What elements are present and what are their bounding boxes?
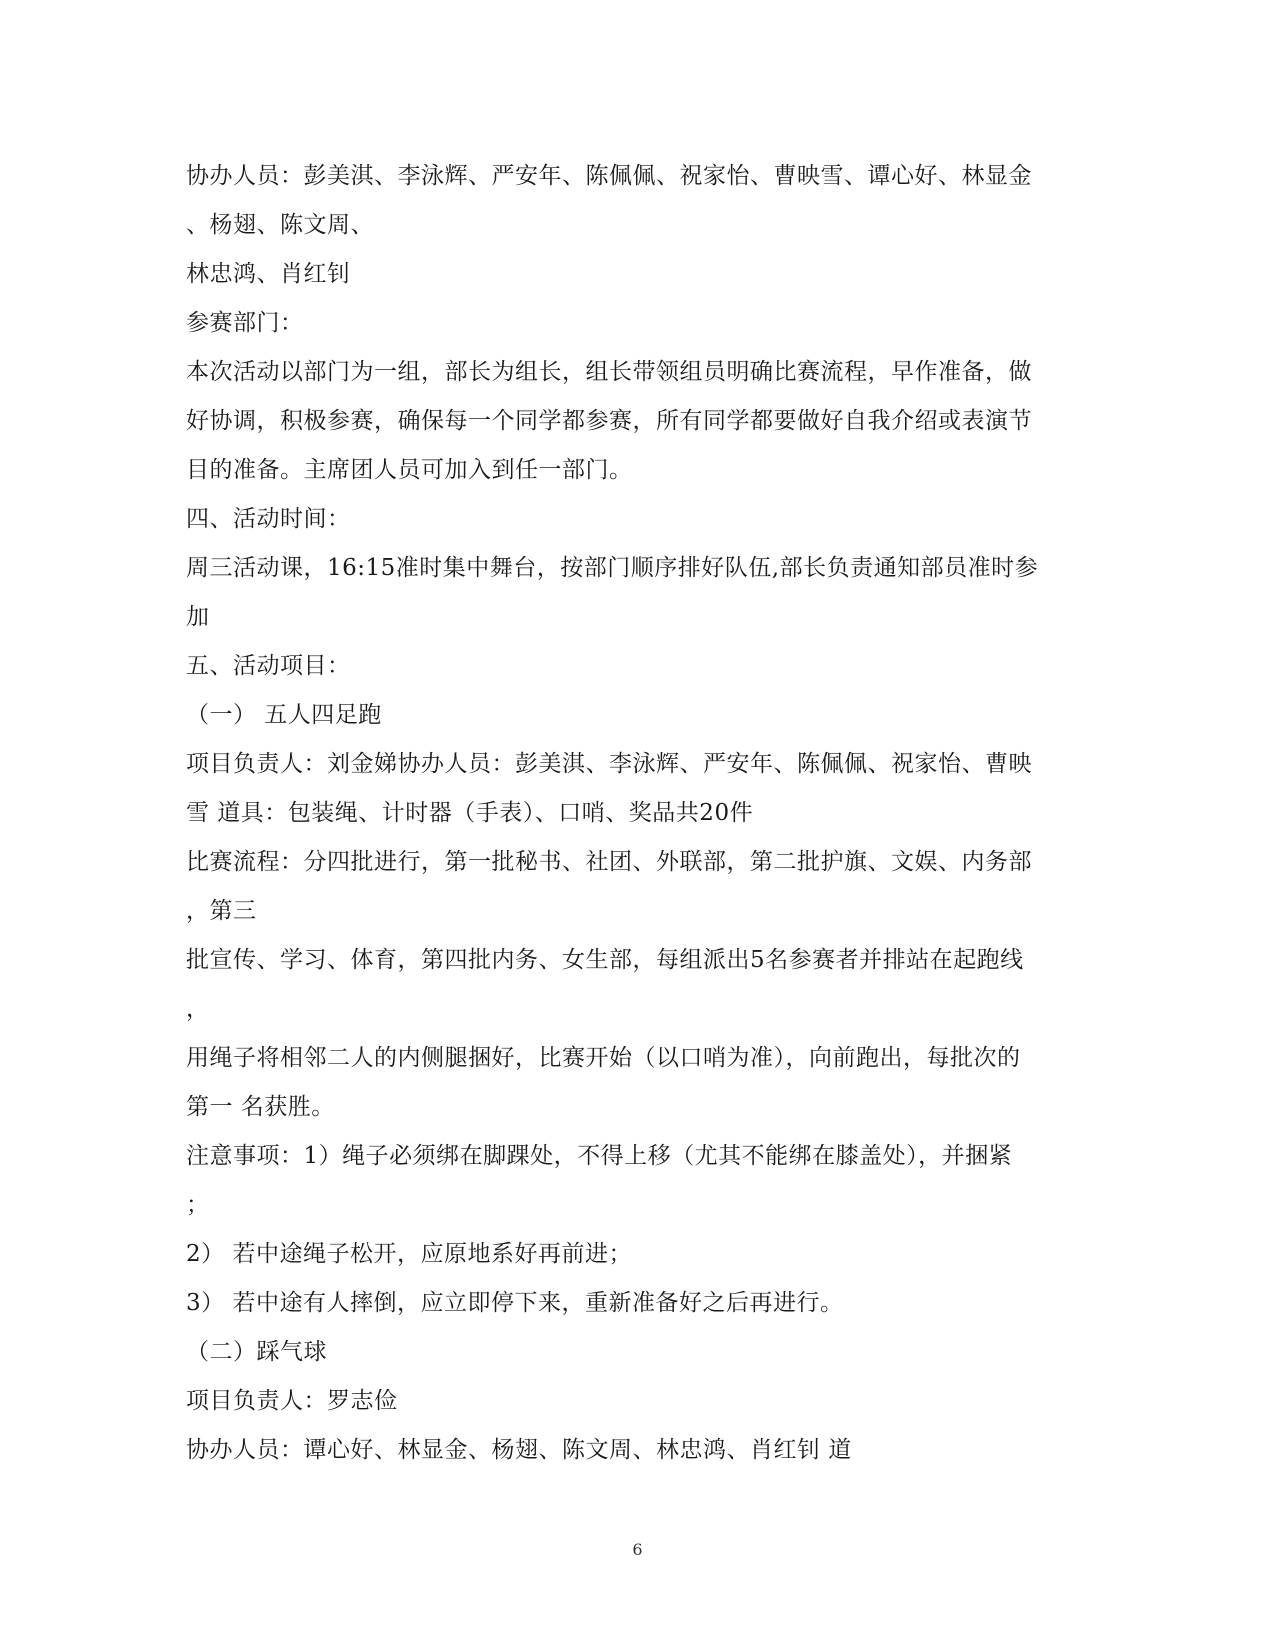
text-line: 加 <box>186 604 210 630</box>
text-line: 目的准备。主席团人员可加入到任一部门。 <box>186 457 633 483</box>
text-line: 协办人员：彭美淇、李泳辉、严安年、陈佩佩、祝家怡、曹映雪、谭心好、林显金 <box>186 163 1032 189</box>
text-line: 3） 若中途有人摔倒，应立即停下来，重新准备好之后再进行。 <box>186 1290 844 1316</box>
subsection-heading: （一） 五人四足跑 <box>186 702 382 728</box>
text-line: 批宣传、学习、体育，第四批内务、女生部，每组派出5名参赛者并排站在起跑线 <box>186 947 1024 973</box>
text-line: ， <box>186 996 210 1022</box>
text-line: 注意事项：1）绳子必须绑在脚踝处，不得上移（尤其不能绑在膝盖处），并捆紧 <box>186 1143 1013 1169</box>
text-line: 好协调，积极参赛，确保每一个同学都参赛，所有同学都要做好自我介绍或表演节 <box>186 408 1032 434</box>
section-heading: 四、活动时间： <box>186 506 351 532</box>
text-line: 比赛流程：分四批进行，第一批秘书、社团、外联部，第二批护旗、文娱、内务部 <box>186 849 1032 875</box>
text-line: 项目负责人：罗志俭 <box>186 1388 398 1414</box>
text-line: 第一 名获胜。 <box>186 1094 335 1120</box>
text-line: 项目负责人：刘金娣协办人员：彭美淇、李泳辉、严安年、陈佩佩、祝家怡、曹映 <box>186 751 1032 777</box>
page-number: 6 <box>632 1540 643 1559</box>
subsection-heading: （二）踩气球 <box>186 1339 327 1365</box>
text-line: 林忠鸿、肖红钊 <box>186 261 351 287</box>
text-line: ； <box>186 1192 210 1218</box>
text-line: 周三活动课，16:15准时集中舞台，按部门顺序排好队伍,部长负责通知部员准时参 <box>186 555 1039 581</box>
text-line: 、杨翅、陈文周、 <box>186 212 374 238</box>
document-body <box>186 152 1106 1475</box>
text-line: 雪 道具：包装绳、计时器（手表）、口哨、奖品共20件 <box>186 800 754 826</box>
text-line: 本次活动以部门为一组，部长为组长，组长带领组员明确比赛流程，早作准备，做 <box>186 359 1032 385</box>
text-line: 参赛部门： <box>186 310 304 336</box>
text-line: 协办人员：谭心好、林显金、杨翅、陈文周、林忠鸿、肖红钊 道 <box>186 1437 852 1463</box>
section-heading: 五、活动项目： <box>186 653 351 679</box>
text-line: ，第三 <box>186 898 257 924</box>
text-line: 2） 若中途绳子松开，应原地系好再前进； <box>186 1241 632 1267</box>
text-line: 用绳子将相邻二人的内侧腿捆好，比赛开始（以口哨为准），向前跑出，每批次的 <box>186 1045 1021 1071</box>
